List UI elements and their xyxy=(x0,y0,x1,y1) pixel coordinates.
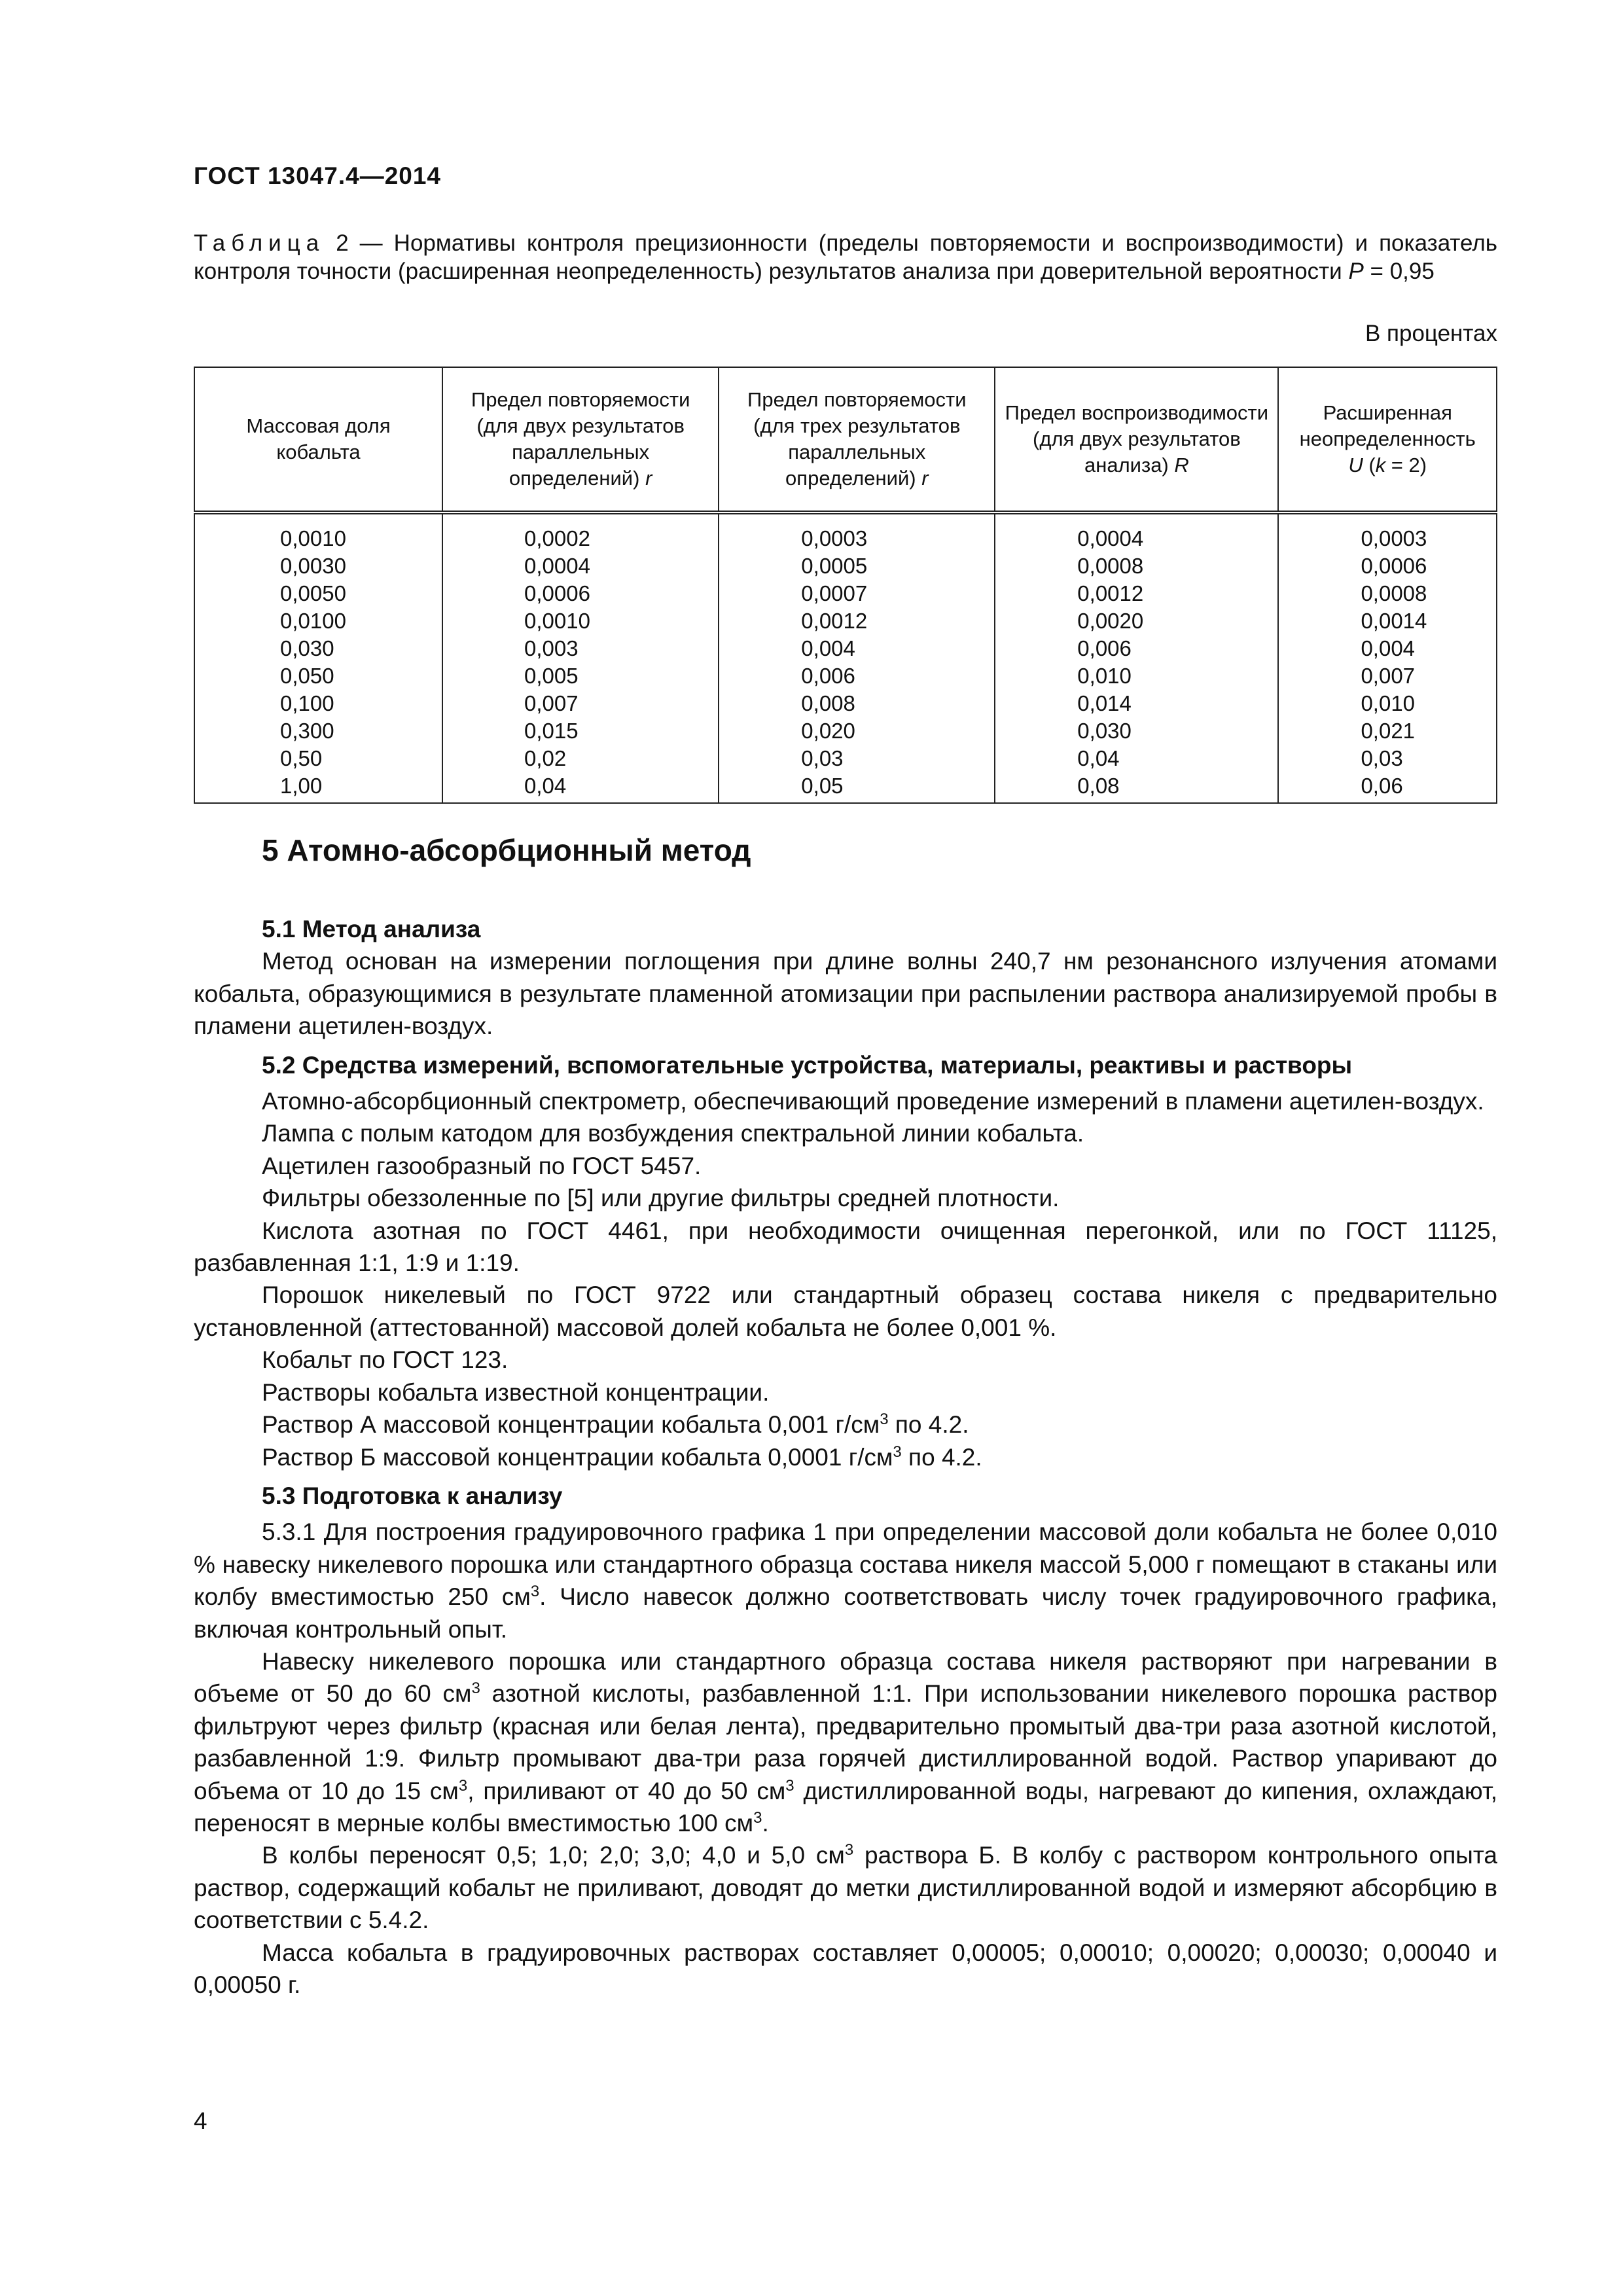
table-cell: 0,0012 xyxy=(1077,581,1144,605)
table-cell: 0,04 xyxy=(1077,746,1120,770)
table-header-row xyxy=(194,367,1497,512)
precision-table xyxy=(194,367,1497,804)
paragraph: Растворы кобальта известной концентрации. xyxy=(262,1378,770,1406)
section-5-title: 5 Атомно-абсорбционный метод xyxy=(262,833,751,867)
table-column-4 xyxy=(1278,512,1497,803)
table-cell: 0,003 xyxy=(524,636,579,660)
table-cell: 0,04 xyxy=(524,774,567,798)
table-column-0 xyxy=(194,512,442,803)
table-cell: 0,014 xyxy=(1077,691,1132,715)
table-cell: 0,005 xyxy=(524,664,579,688)
table-cell: 0,0008 xyxy=(1361,581,1427,605)
table-cell: 0,0100 xyxy=(280,609,346,633)
paragraph: Порошок никелевый по ГОСТ 9722 или стандартный образец состава никеля с предварительно установленной (аттестованной) массовой долей кобальта не более 0,001 %. xyxy=(194,1282,1497,1341)
table-cell: 0,007 xyxy=(524,691,579,715)
table-cell: 0,300 xyxy=(280,719,334,743)
table-caption-label: Таблица xyxy=(194,230,325,256)
table-cell: 0,100 xyxy=(280,691,334,715)
table-cell: 0,030 xyxy=(1077,719,1132,743)
table-cell: 0,050 xyxy=(280,664,334,688)
paragraph: Фильтры обеззоленные по [5] или другие фильтры средней плотности. xyxy=(262,1185,1060,1212)
table-cell: 0,0002 xyxy=(524,526,590,550)
table-values-row xyxy=(194,512,1497,803)
table-cell: 0,006 xyxy=(801,664,855,688)
table-cell: 0,0020 xyxy=(1077,609,1144,633)
table-cell: 0,03 xyxy=(801,746,844,770)
table-cell: 0,004 xyxy=(1361,636,1416,660)
paragraph: Лампа с полым катодом для возбуждения спектральной линии кобальта. xyxy=(262,1120,1084,1147)
table-column-2 xyxy=(719,512,995,803)
table-cell: 0,007 xyxy=(1361,664,1416,688)
section-5-1-title: 5.1 Метод анализа xyxy=(262,916,481,942)
table-body xyxy=(194,512,1497,803)
header-mass-fraction: Массовая доля кобальта xyxy=(194,367,442,512)
table-cell: 0,0005 xyxy=(801,554,868,578)
table-column-1 xyxy=(442,512,719,803)
table-cell: 0,0010 xyxy=(280,526,346,550)
table-cell: 0,0003 xyxy=(801,526,868,550)
document-header: ГОСТ 13047.4—2014 xyxy=(194,162,442,189)
section-5-2-title: 5.2 Средства измерений, вспомогательные устройства, материалы, реактивы и растворы xyxy=(262,1051,1353,1079)
paragraph: Атомно-абсорбционный спектрометр, обеспечивающий проведение измерений в пламени ацетилен-воздух. xyxy=(262,1088,1484,1115)
table-cell: 0,0014 xyxy=(1361,609,1427,633)
table-caption-p-var: P xyxy=(1348,259,1364,284)
table-cell: 0,0006 xyxy=(524,581,590,605)
table-cell: 0,010 xyxy=(1077,664,1132,688)
table-cell: 0,006 xyxy=(1077,636,1132,660)
paragraph: Раствор Б массовой концентрации кобальта 0,0001 $г/см^3$ по 4.2. xyxy=(262,1443,982,1471)
table-cell: 0,015 xyxy=(524,719,579,743)
table-cell: 0,010 xyxy=(1361,691,1416,715)
page-number: 4 xyxy=(194,2108,207,2134)
table-cell: 0,0004 xyxy=(1077,526,1144,550)
table-cell: 0,0007 xyxy=(801,581,868,605)
table-cell: 0,0030 xyxy=(280,554,346,578)
table-cell: 0,06 xyxy=(1361,774,1403,798)
table-cell: 0,008 xyxy=(801,691,855,715)
table-caption-text: 2 — Нормативы контроля прецизионности (пределы повторяемости и воспроизводимости) и показатель контроля точности (расширенная неопределенность) результатов анализа при доверительной вероятности xyxy=(194,230,1497,284)
table-cell: 0,004 xyxy=(801,636,855,660)
section-5-body xyxy=(194,913,1497,2001)
table-cell: 0,02 xyxy=(524,746,567,770)
table-cell: 0,0010 xyxy=(524,609,590,633)
paragraph: 5.3.1 Для построения градуировочного графика 1 при определении массовой доли кобальта не более 0,010 % навеску никелевого порошка или стандартного образца состава никеля массой 5,000 г помещают в стаканы или колбу вместимостью 250 $см^3$. Число навесок должно соответствовать числу точек градуировочного графика, включая контрольный опыт. xyxy=(194,1518,1497,1643)
paragraph: В колбы переносят 0,5; 1,0; 2,0; 3,0; 4,0 и 5,0 $см^3$ раствора Б. В колбу с раствором контрольного опыта раствор, содержащий кобальт не приливают, доводят до метки дистиллированной водой и измеряют абсорбцию в соответствии с 5.4.2. xyxy=(194,1841,1497,1934)
units-note: В процентах xyxy=(1364,321,1497,346)
table-cell: 0,0006 xyxy=(1361,554,1427,578)
table-caption xyxy=(194,229,1497,285)
table-cell: 0,05 xyxy=(801,774,844,798)
table-cell: 0,0012 xyxy=(801,609,868,633)
table-cell: 1,00 xyxy=(280,774,323,798)
table-cell: 0,03 xyxy=(1361,746,1403,770)
header-repeatability-three: Предел повторяемости (для трех результатов параллельных определений) r xyxy=(719,367,995,512)
table-cell: 0,50 xyxy=(280,746,323,770)
table-cell: 0,021 xyxy=(1361,719,1416,743)
paragraph: Навеску никелевого порошка или стандартного образца состава никеля растворяют при нагревании в объеме от 50 до 60 $см^3$ азотной кислоты, разбавленной 1:1. При использовании никелевого порошка раствор фильтруют через фильтр (красная или белая лента), предварительно промытый два-три раза азотной кислотой, разбавленной 1:9. Фильтр промывают два-три раза горячей дистиллированной водой. Раствор упаривают до объема от 10 до 15 $см^3$, приливают от 40 до 50 $см^3$ дистиллированной воды, нагревают до кипения, охлаждают, переносят в мерные колбы вместимостью 100 $см^3$. xyxy=(194,1647,1497,1837)
table-cell: 0,0008 xyxy=(1077,554,1144,578)
paragraph: Ацетилен газообразный по ГОСТ 5457. xyxy=(262,1152,702,1179)
table-cell: 0,0003 xyxy=(1361,526,1427,550)
paragraph: Метод основан на измерении поглощения при длине волны 240,7 нм резонансного излучения атомами кобальта, образующимися в результате пламенной атомизации при распылении раствора анализируемой пробы в пламени ацетилен-воздух. xyxy=(194,948,1497,1040)
paragraph: Кислота азотная по ГОСТ 4461, при необходимости очищенная перегонкой, или по ГОСТ 11125, разбавленная 1:1, 1:9 и 1:19. xyxy=(194,1217,1497,1277)
paragraph: Раствор А массовой концентрации кобальта 0,001 $г/см^3$ по 4.2. xyxy=(262,1410,969,1439)
header-reproducibility: Предел воспроизводимости (для двух результатов анализа) R xyxy=(995,367,1278,512)
header-repeatability-two: Предел повторяемости (для двух результатов параллельных определений) r xyxy=(442,367,719,512)
table-cell: 0,030 xyxy=(280,636,334,660)
table-cell: 0,020 xyxy=(801,719,855,743)
table-cell: 0,08 xyxy=(1077,774,1120,798)
table-cell: 0,0050 xyxy=(280,581,346,605)
header-uncertainty: Расширенная неопределенность U (k = 2) xyxy=(1278,367,1497,512)
section-5-3-title: 5.3 Подготовка к анализу xyxy=(262,1482,563,1509)
paragraph: Кобальт по ГОСТ 123. xyxy=(262,1346,508,1374)
table-caption-p-val: = 0,95 xyxy=(1363,259,1435,284)
table-cell: 0,0004 xyxy=(524,554,590,578)
paragraph: Масса кобальта в градуировочных растворах составляет 0,00005; 0,00010; 0,00020; 0,00030; 0,00040 и 0,00050 г. xyxy=(194,1939,1497,1998)
table-column-3 xyxy=(995,512,1278,803)
